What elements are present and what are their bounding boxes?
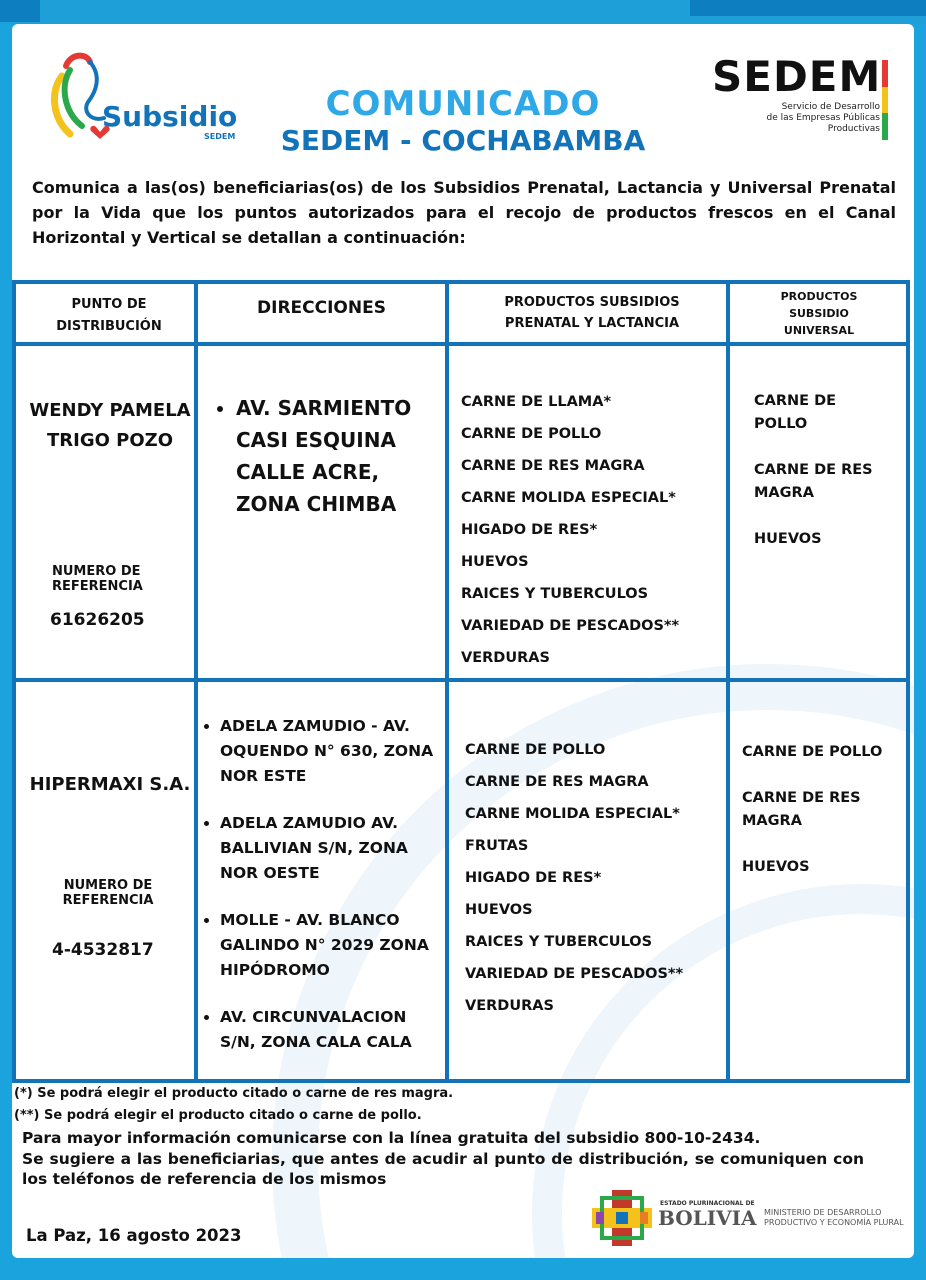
table-border bbox=[12, 280, 910, 284]
corner-accent bbox=[0, 0, 40, 22]
distribution-table bbox=[12, 280, 910, 1083]
product-item: CARNE DE POLLO bbox=[465, 742, 606, 758]
address-item: • AV. CIRCUNVALACION S/N, ZONA CALA CALA bbox=[220, 1005, 442, 1055]
chakana-icon bbox=[592, 1190, 652, 1246]
ministry-text: MINISTERIO DE DESARROLLO PRODUCTIVO Y ECONOMÍA PLURAL bbox=[764, 1208, 904, 1227]
product-item: CARNE DE LLAMA* bbox=[461, 394, 612, 410]
address-item: • ADELA ZAMUDIO - AV. OQUENDO N° 630, ZONA NOR ESTE bbox=[220, 714, 442, 789]
subsidio-logo-subtext: SEDEM bbox=[204, 132, 236, 141]
bolivia-top-text: ESTADO PLURINACIONAL DE bbox=[660, 1200, 755, 1207]
footnote-2: (**) Se podrá elegir el producto citado o carne de pollo. bbox=[14, 1108, 422, 1123]
product-item: HUEVOS bbox=[754, 531, 822, 547]
row2-prenatal-products bbox=[465, 734, 727, 1022]
product-item: VERDURAS bbox=[465, 998, 554, 1014]
table-border bbox=[12, 342, 910, 346]
row2-name: HIPERMAXI S.A. bbox=[29, 774, 191, 795]
row2-ref-label: NUMERO DE REFERENCIA bbox=[62, 878, 154, 908]
row1-universal-products bbox=[754, 390, 894, 551]
product-item: CARNE DE RES MAGRA bbox=[465, 774, 649, 790]
subsidio-logo-text: Subsidio bbox=[102, 100, 238, 133]
date-line: La Paz, 16 agosto 2023 bbox=[26, 1226, 242, 1245]
product-item: CARNE MOLIDA ESPECIAL* bbox=[465, 806, 680, 822]
product-item: CARNE DE RES MAGRA bbox=[461, 458, 645, 474]
product-item: CARNE DE POLLO bbox=[742, 744, 883, 760]
header-punto: PUNTO DE DISTRIBUCIÓN bbox=[56, 297, 162, 334]
table-border bbox=[12, 678, 910, 682]
page-subtitle: SEDEM - COCHABAMBA bbox=[280, 124, 646, 157]
intro-paragraph: Comunica a las(os) beneficiarias(os) de los Subsidios Prenatal, Lactancia y Universal Prenatal por la Vida que los puntos autorizados para el recojo de productos frescos en el Canal Horizontal y Vertical se detallan a continuación: bbox=[32, 178, 896, 247]
address-item: • MOLLE - AV. BLANCO GALINDO N° 2029 ZONA HIPÓDROMO bbox=[220, 908, 442, 983]
product-item: HUEVOS bbox=[465, 902, 533, 918]
sedem-logo-description: Servicio de Desarrollo de las Empresas Públicas Productivas bbox=[766, 102, 880, 134]
header-universal: PRODUCTOS SUBSIDIO UNIVERSAL bbox=[780, 290, 858, 337]
row1-ref-label: NUMERO DE REFERENCIA bbox=[52, 564, 143, 594]
corner-accent bbox=[690, 0, 926, 16]
info-line: Para mayor información comunicarse con la línea gratuita del subsidio 800-10-2434. bbox=[22, 1129, 761, 1147]
product-item: RAICES Y TUBERCULOS bbox=[465, 934, 653, 950]
suggestion-paragraph: Se sugiere a las beneficiarias, que antes de acudir al punto de distribución, se comuniquen con los teléfonos de referencia de los mismos bbox=[22, 1150, 864, 1188]
product-item: VARIEDAD DE PESCADOS** bbox=[461, 618, 680, 634]
product-item: CARNE DE POLLO bbox=[461, 426, 602, 442]
product-item: FRUTAS bbox=[465, 838, 529, 854]
table-border bbox=[12, 1079, 910, 1083]
row1-addresses bbox=[216, 392, 446, 542]
header-prenatal: PRODUCTOS SUBSIDIOS PRENATAL Y LACTANCIA bbox=[504, 295, 680, 331]
table-border bbox=[12, 280, 16, 1083]
page-title: COMUNICADO bbox=[325, 84, 601, 124]
address-item: • AV. SARMIENTO CASI ESQUINA CALLE ACRE, ZONA CHIMBA bbox=[236, 392, 446, 520]
product-item: CARNE MOLIDA ESPECIAL* bbox=[461, 490, 676, 506]
product-item: CARNE DE RES MAGRA bbox=[754, 462, 873, 501]
bolivia-text: BOLIVIA bbox=[658, 1206, 757, 1230]
table-border bbox=[906, 280, 910, 1083]
sedem-logo-text: SEDEM bbox=[712, 52, 882, 101]
product-item: RAICES Y TUBERCULOS bbox=[461, 586, 649, 602]
row1-ref-number: 61626205 bbox=[50, 610, 145, 630]
product-item: HUEVOS bbox=[742, 859, 810, 875]
product-item: HIGADO DE RES* bbox=[461, 522, 598, 538]
product-item: HUEVOS bbox=[461, 554, 529, 570]
footnote-1: (*) Se podrá elegir el producto citado o carne de res magra. bbox=[14, 1086, 454, 1101]
row2-ref-number: 4-4532817 bbox=[52, 940, 154, 960]
ministry-logo bbox=[592, 1190, 912, 1246]
row2-universal-products bbox=[742, 741, 892, 879]
row1-prenatal-products bbox=[461, 386, 725, 674]
product-item: VARIEDAD DE PESCADOS** bbox=[465, 966, 684, 982]
header-direcciones: DIRECCIONES bbox=[257, 298, 386, 318]
product-item: VERDURAS bbox=[461, 650, 550, 666]
address-item: • ADELA ZAMUDIO AV. BALLIVIAN S/N, ZONA NOR OESTE bbox=[220, 811, 442, 886]
product-item: HIGADO DE RES* bbox=[465, 870, 602, 886]
product-item: CARNE DE RES MAGRA bbox=[742, 790, 861, 829]
row2-addresses bbox=[202, 714, 442, 1077]
table-border bbox=[194, 280, 198, 1083]
product-item: CARNE DE POLLO bbox=[754, 393, 837, 432]
row1-name: WENDY PAMELA TRIGO POZO bbox=[29, 400, 191, 451]
